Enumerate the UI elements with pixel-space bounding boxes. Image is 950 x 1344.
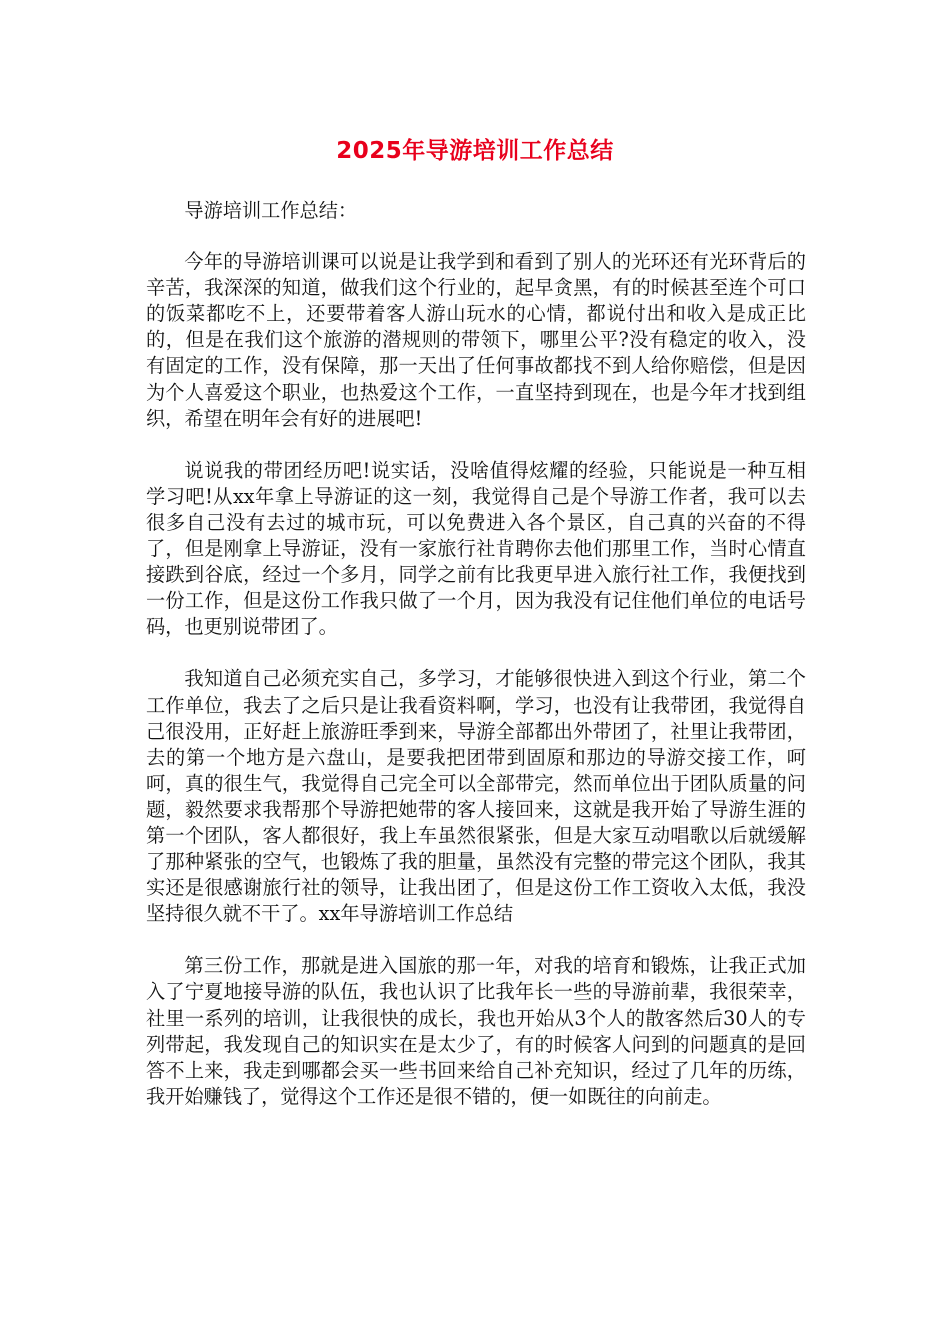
paragraph-3: 我知道自己必须充实自己，多学习，才能够很快进入到这个行业，第二个工作单位，我去了之后只是让我看资料啊，学习，也没有让我带团，我觉得自己很没用，正好赶上旅游旺季到来，导游全部都出外带团了，社里让我带团，去的第一个地方是六盘山，是要我把团带到固原和那边的导游交接工作，呵呵，真的很生气，我觉得自己完全可以全部带完，然而单位出于团队质量的问题，毅然要求我帮那个导游把她带的客人接回来，这就是我开始了导游生涯的第一个团队，客人都很好，我上车虽然很紧张，但是大家互动唱歌以后就缓解了那种紧张的空气，也锻炼了我的胆量，虽然没有完整的带完这个团队，我其实还是很感谢旅行社的领导，让我出团了，但是这份工作工资收入太低，我没坚持很久就不干了。xx年导游培训工作总结 bbox=[146, 667, 806, 926]
paragraph-4: 第三份工作，那就是进入国旅的那一年，对我的培育和锻炼，让我正式加入了宁夏地接导游的队伍，我也认识了比我年长一些的导游前辈，我很荣幸，社里一系列的培训，让我很快的成长，我也开始从3个人的散客然后30人的专列带起，我发现自己的知识实在是太少了，有的时候客人问到的问题真的是回答不上来，我走到哪都会买一些书回来给自己补充知识，经过了几年的历练，我开始赚钱了，觉得这个工作还是很不错的，便一如既往的向前走。 bbox=[146, 954, 806, 1108]
document-title: 2025年导游培训工作总结 bbox=[336, 138, 614, 164]
paragraph-1: 今年的导游培训课可以说是让我学到和看到了别人的光环还有光环背后的辛苦，我深深的知道，做我们这个行业的，起早贪黑，有的时候甚至连个可口的饭菜都吃不上，还要带着客人游山玩水的心情，都说付出和收入是成正比的，但是在我们这个旅游的潜规则的带领下，哪里公平?没有稳定的收入，没有固定的工作，没有保障，那一天出了任何事故都找不到人给你赔偿，但是因为个人喜爱这个职业，也热爱这个工作，一直坚持到现在，也是今年才找到组织，希望在明年会有好的进展吧! bbox=[146, 250, 806, 430]
document-body bbox=[146, 198, 806, 1136]
greeting-line: 导游培训工作总结： bbox=[184, 199, 358, 222]
paragraph-2: 说说我的带团经历吧!说实话，没啥值得炫耀的经验，只能说是一种互相学习吧!从xx年拿上导游证的这一刻，我觉得自己是个导游工作者，我可以去很多自己没有去过的城市玩，可以免费进入各个景区，自己真的兴奋的不得了，但是刚拿上导游证，没有一家旅行社肯聘你去他们那里工作，当时心情直接跌到谷底，经过一个多月，同学之前有比我更早进入旅行社工作，我便找到一份工作，但是这份工作我只做了一个月，因为我没有记住他们单位的电话号码，也更别说带团了。 bbox=[146, 458, 806, 639]
